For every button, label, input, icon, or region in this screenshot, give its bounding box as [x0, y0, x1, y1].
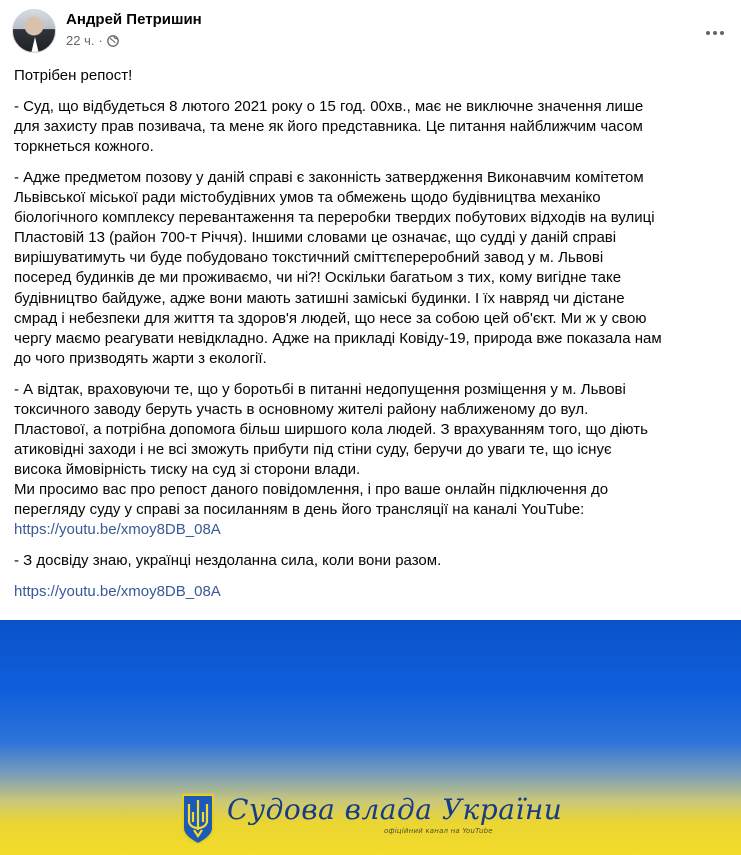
- youtube-link[interactable]: https://youtu.be/xmoy8DB_08A: [14, 521, 221, 539]
- globe-icon: [107, 35, 119, 47]
- banner-subtitle: офіційний канал на YouTube: [384, 827, 493, 835]
- text-line: біологічного комплексу перевантаження та переробки твердих побутових відходів на вулиці: [14, 209, 655, 227]
- text-line: до чого призводять жарти з екології.: [14, 349, 267, 367]
- text-line: - А відтак, враховуючи те, що у боротьбі в питанні недопущення розміщення у м. Львові: [14, 380, 626, 398]
- text-line: торкнеться кожного.: [14, 138, 154, 156]
- post-meta: 22 ч. ·: [66, 33, 119, 48]
- text-line: чергу маємо реагувати невідкладно. Адже на прикладі Ковіду-19, природа вже показала нам: [14, 329, 662, 347]
- text-line: смрад і небезпеки для життя та здоров'я людей, що несе за собою цей об'єкт. Ми ж у свою: [14, 309, 647, 327]
- banner-title: Судова влада України: [227, 793, 563, 826]
- text-line: - Суд, що відбудеться 8 лютого 2021 року о 15 год. 00хв., має не виключне значення лише: [14, 97, 644, 115]
- text-line: Львівської міської ради містобудівних умов та обмежень щодо будівництва механіко: [14, 189, 601, 207]
- post-paragraph: [14, 582, 728, 602]
- post-paragraph: - З досвіду знаю, українці нездоланна сила, коли вони разом.: [14, 552, 442, 570]
- text-line: Ми просимо вас про репост даного повідомлення, і про ваше онлайн підключення до: [14, 481, 609, 499]
- text-line: токсичного заводу беруть участь в основному жителі району наближеному до вул.: [14, 400, 589, 418]
- text-line: будівництво байдуже, адже вони мають затишні заміські будинки. І їх навряд чи дістане: [14, 289, 625, 307]
- more-options-icon[interactable]: [703, 21, 727, 45]
- text-line: для захисту прав позивача, та мене як його представника. Це питання найближчим часом: [14, 117, 643, 135]
- post-text: [14, 66, 728, 613]
- text-line: - Адже предметом позову у даній справі є законність затвердження Виконавчим комітетом: [14, 168, 644, 186]
- post-paragraph: [14, 168, 728, 369]
- text-line: Пластовій 13 (район 700-т Річчя). Іншими словами це означає, що судді у даній справі: [14, 229, 617, 247]
- text-line: Пластової, а потрібна допомога більш ширшого кола людей. З врахуванням того, що діють: [14, 420, 648, 438]
- post-paragraph: Потрібен репост!: [14, 67, 133, 84]
- post-paragraph: [14, 380, 728, 541]
- post-header: [12, 9, 729, 55]
- text-line: висока ймовірність тиску на суд зі сторони влади.: [14, 461, 361, 479]
- text-line: перегляду суду у справі за посиланням в день його трансляції на каналі YouTube:: [14, 501, 585, 519]
- text-line: посеред будинків де ми проживаємо, чи ні?! Оскільки багатьом з тих, кому вигідне таке: [14, 269, 622, 287]
- youtube-link[interactable]: https://youtu.be/xmoy8DB_08A: [14, 583, 221, 601]
- text-line: вирішуватимуть чи буде побудовано токстичний сміттєпереробний завод у м. Львові: [14, 249, 604, 267]
- text-line: атиковідні заходи і не всі зможуть прибути під стіни суду, беручи до уваги те, що існує: [14, 440, 612, 458]
- trident-icon: [181, 792, 215, 844]
- post-paragraph: [14, 97, 728, 157]
- author-name[interactable]: Андрей Петришин: [66, 11, 202, 28]
- avatar[interactable]: [12, 9, 56, 53]
- post-time[interactable]: 22 ч.: [66, 33, 95, 48]
